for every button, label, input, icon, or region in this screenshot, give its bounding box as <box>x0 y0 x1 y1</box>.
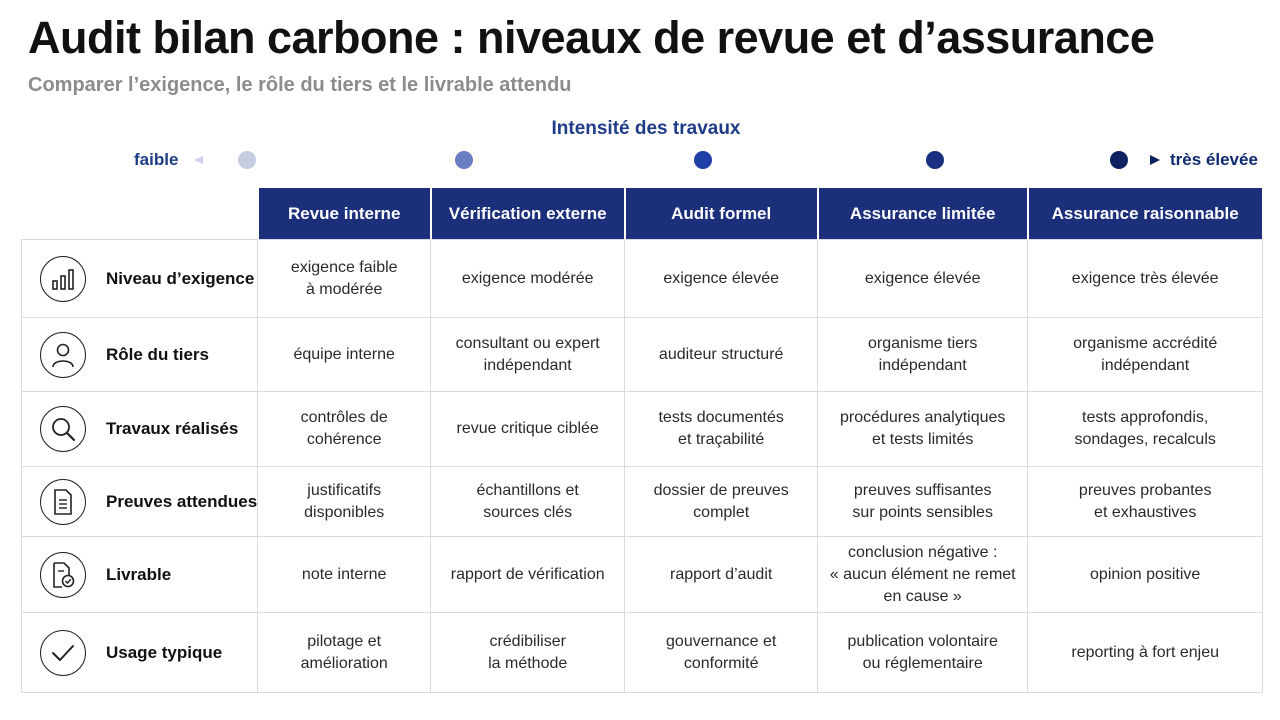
cell-text: conclusion négative : <box>847 543 998 561</box>
row-header <box>22 537 258 613</box>
table-cell <box>1028 240 1263 318</box>
row-label: Niveau d’exigence <box>106 268 255 288</box>
scale-dot <box>238 151 256 169</box>
table-cell <box>258 240 431 318</box>
table-cell <box>1028 467 1263 537</box>
row-header <box>22 392 258 467</box>
checkmark-icon <box>40 630 86 676</box>
cell-text: ou réglementaire <box>862 654 983 672</box>
cell-text: et exhaustives <box>1094 503 1197 521</box>
cell-text: amélioration <box>300 654 388 672</box>
magnifier-icon <box>40 406 86 452</box>
cell-text: cohérence <box>306 431 382 448</box>
table-cell <box>625 613 818 693</box>
table-cell <box>625 392 818 467</box>
cell-text: revue critique ciblée <box>456 420 599 437</box>
bar-chart-icon <box>40 256 86 302</box>
cell-text: organisme tiers <box>868 334 978 352</box>
cell-text: preuves probantes <box>1078 481 1212 499</box>
cell-text: exigence élevée <box>864 269 981 287</box>
cell-text: organisme accrédité <box>1073 334 1218 352</box>
table-cell <box>258 467 431 537</box>
cell-text: indépendant <box>878 356 967 374</box>
cell-text: en cause » <box>883 587 962 605</box>
cell-text: rapport d’audit <box>670 565 773 583</box>
cell-text: reporting à fort enjeu <box>1071 643 1220 661</box>
table-cell <box>258 318 431 392</box>
cell-text: exigence modérée <box>461 269 594 287</box>
column-header: Vérification externe <box>431 188 625 240</box>
cell-text: et tests limités <box>872 431 974 448</box>
row-header <box>22 318 258 392</box>
scale-low-label: faible <box>134 150 179 169</box>
cell-text: gouvernance et <box>666 632 777 650</box>
table-cell <box>431 613 625 693</box>
cell-text: dossier de preuves <box>653 481 789 499</box>
table-cell <box>818 613 1028 693</box>
column-header: Audit formel <box>625 188 818 240</box>
intensity-scale <box>0 140 1280 180</box>
scale-title: Intensité des travaux <box>551 118 741 139</box>
cell-text: auditeur structuré <box>658 345 784 363</box>
cell-text: équipe interne <box>293 345 395 363</box>
table-row <box>22 467 1263 537</box>
cell-text: contrôles de <box>300 409 388 426</box>
cell-text: « aucun élément ne remet <box>829 565 1016 583</box>
cell-text: exigence très élevée <box>1071 269 1219 287</box>
table-cell <box>1028 392 1263 467</box>
cell-text: échantillons et <box>476 481 579 499</box>
cell-text: sondages, recalculs <box>1074 431 1216 448</box>
row-label: Rôle du tiers <box>106 344 209 364</box>
cell-text: procédures analytiques <box>839 409 1006 426</box>
table-cell <box>431 467 625 537</box>
scale-dot <box>694 151 712 169</box>
row-header <box>22 240 258 318</box>
column-header: Assurance limitée <box>818 188 1028 240</box>
page-title: Audit bilan carbone : niveaux de revue et d’assurance <box>28 12 1155 63</box>
column-header: Assurance raisonnable <box>1028 188 1263 240</box>
header-row <box>22 188 1263 240</box>
table-cell <box>1028 318 1263 392</box>
row-header <box>22 467 258 537</box>
table-cell <box>258 537 431 613</box>
cell-text: pilotage et <box>307 632 382 650</box>
column-header: Revue interne <box>258 188 431 240</box>
row-label: Travaux réalisés <box>106 419 239 438</box>
cell-text: indépendant <box>483 356 572 374</box>
cell-text: sur points sensibles <box>852 503 993 521</box>
cell-text: et traçabilité <box>678 431 765 448</box>
row-label: Usage typique <box>106 642 223 662</box>
cell-text: consultant ou expert <box>455 334 600 352</box>
cell-text: publication volontaire <box>847 632 998 650</box>
cell-text: rapport de vérification <box>450 565 605 583</box>
scale-arrow-left-icon <box>194 156 203 164</box>
table-cell <box>258 613 431 693</box>
row-header <box>22 613 258 693</box>
table-cell <box>258 392 431 467</box>
cell-text: crédibiliser <box>489 632 566 650</box>
cell-text: tests approfondis, <box>1082 409 1209 426</box>
table-cell <box>625 537 818 613</box>
table-cell <box>818 537 1028 613</box>
table-cell <box>431 240 625 318</box>
table-cell <box>818 240 1028 318</box>
document-icon <box>40 479 86 525</box>
table-cell <box>818 392 1028 467</box>
cell-text: la méthode <box>488 654 568 672</box>
table-cell <box>818 318 1028 392</box>
scale-arrow-right-icon <box>1150 155 1160 165</box>
cell-text: opinion positive <box>1090 565 1201 583</box>
table-cell <box>1028 613 1263 693</box>
table-cell <box>431 392 625 467</box>
scale-dot <box>926 151 944 169</box>
cell-text: justificatifs <box>307 481 382 499</box>
cell-text: note interne <box>301 565 387 583</box>
row-label: Livrable <box>106 564 172 584</box>
row-label: Preuves attendues <box>106 491 258 511</box>
table-row <box>22 537 1263 613</box>
scale-dot <box>455 151 473 169</box>
table-row <box>22 613 1263 693</box>
cell-text: tests documentés <box>658 409 784 426</box>
table-cell <box>625 467 818 537</box>
table-cell <box>431 537 625 613</box>
header-corner <box>22 188 258 240</box>
page-subtitle: Comparer l’exigence, le rôle du tiers et le livrable attendu <box>28 74 572 96</box>
cell-text: disponibles <box>304 503 385 521</box>
cell-text: exigence élevée <box>663 269 779 287</box>
comparison-table <box>21 188 1264 693</box>
table-cell <box>1028 537 1263 613</box>
table-row <box>22 240 1263 318</box>
cell-text: preuves suffisantes <box>853 481 992 499</box>
certified-document-icon <box>40 552 86 598</box>
cell-text: sources clés <box>483 503 573 521</box>
table-cell <box>818 467 1028 537</box>
cell-text: complet <box>693 503 750 521</box>
scale-high-label: très élevée <box>1170 150 1258 169</box>
cell-text: à modérée <box>305 280 383 298</box>
table-cell <box>625 318 818 392</box>
table-row <box>22 318 1263 392</box>
scale-dot <box>1110 151 1128 169</box>
table-row <box>22 392 1263 467</box>
cell-text: indépendant <box>1101 356 1190 374</box>
table-cell <box>431 318 625 392</box>
cell-text: conformité <box>683 654 759 672</box>
person-icon <box>40 332 86 378</box>
cell-text: exigence faible <box>290 258 398 276</box>
table-cell <box>625 240 818 318</box>
